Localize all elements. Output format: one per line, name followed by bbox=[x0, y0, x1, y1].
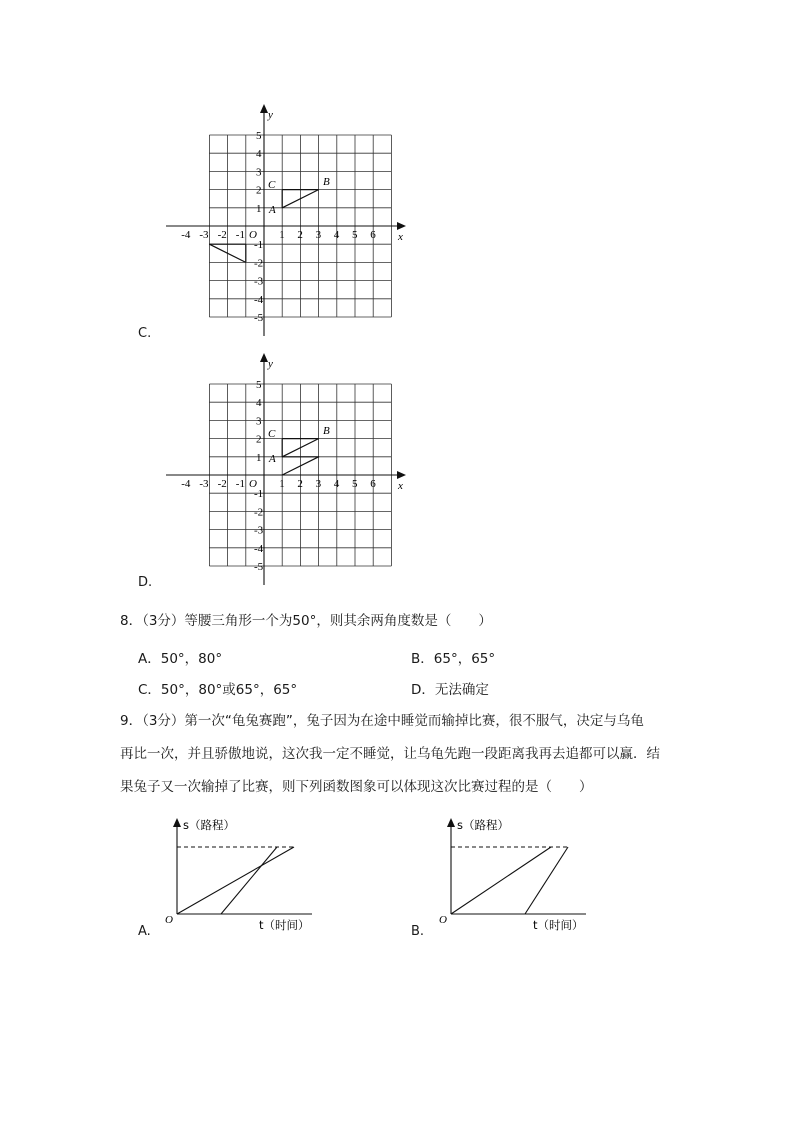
y-tick-label: -3 bbox=[254, 275, 264, 288]
y-axis-label: y bbox=[268, 358, 273, 370]
y-axis-arrow bbox=[260, 104, 268, 113]
point-c-label: C bbox=[268, 179, 276, 191]
point-a-label: A bbox=[269, 204, 276, 216]
y-tick-label: -5 bbox=[254, 312, 264, 324]
question-9-line-3: 果兔子又一次输掉了比赛，则下列函数图象可以体现这次比赛过程的是（ ） bbox=[120, 779, 593, 795]
x-tick-label: 3 bbox=[315, 229, 322, 241]
x-axis-label: x bbox=[398, 231, 403, 243]
y-tick-label: -1 bbox=[254, 488, 264, 501]
y-tick-label: 5 bbox=[256, 379, 262, 391]
question-8-stem: 8．（3分）等腰三角形一个为50°，则其余两角度数是（ ） bbox=[120, 613, 492, 629]
y-tick-label: 3 bbox=[256, 166, 262, 179]
q8-option-d: D．无法确定 bbox=[411, 682, 489, 698]
x-tick-label: 6 bbox=[370, 229, 376, 241]
tortoise-line bbox=[451, 847, 551, 914]
y-tick-label: 2 bbox=[256, 184, 262, 197]
y-tick-label: 5 bbox=[256, 130, 262, 142]
question-9-line-2: 再比一次，并且骄傲地说，这次我一定不睡觉，让乌龟先跑一段距离我再去追都可以赢．结 bbox=[120, 746, 660, 762]
y-tick-label: -4 bbox=[254, 542, 264, 555]
x-tick-label: 1 bbox=[279, 478, 285, 490]
x-tick-label: 2 bbox=[297, 478, 303, 490]
y-tick-label: 4 bbox=[256, 148, 262, 161]
x-tick-label: 4 bbox=[333, 478, 340, 490]
x-tick-label: -2 bbox=[217, 478, 227, 490]
x-tick-label: -2 bbox=[217, 229, 227, 241]
y-tick-label: -3 bbox=[254, 524, 264, 537]
origin-label: O bbox=[249, 478, 257, 490]
y-axis-arrow bbox=[447, 818, 455, 827]
y-tick-label: 3 bbox=[256, 415, 262, 428]
x-tick-label: 6 bbox=[370, 478, 376, 490]
option-d-label: D. bbox=[138, 575, 153, 590]
option-c-label: C. bbox=[138, 326, 152, 341]
graph-option-c bbox=[160, 100, 410, 340]
y-axis-arrow bbox=[260, 353, 268, 362]
y-axis-label: y bbox=[268, 109, 273, 121]
race-option-a-label: A. bbox=[138, 924, 151, 939]
tortoise-line bbox=[177, 847, 294, 914]
x-tick-label: -1 bbox=[235, 229, 245, 241]
origin-label: O bbox=[165, 914, 173, 926]
x-tick-label: -3 bbox=[199, 478, 209, 490]
x-tick-label: -4 bbox=[181, 478, 191, 490]
x-tick-label: 1 bbox=[279, 229, 285, 241]
y-axis-label: s（路程） bbox=[183, 818, 235, 832]
point-b-label: B bbox=[323, 176, 330, 188]
race-option-b-label: B. bbox=[411, 924, 425, 939]
y-tick-label: -5 bbox=[254, 561, 264, 573]
x-tick-label: -4 bbox=[181, 229, 191, 241]
y-tick-label: 4 bbox=[256, 397, 262, 410]
race-graph-option-a bbox=[160, 810, 320, 935]
y-tick-label: -4 bbox=[254, 293, 264, 306]
point-a-label: A bbox=[269, 453, 276, 465]
x-tick-label: 4 bbox=[333, 229, 340, 241]
q8-option-b: B．65°，65° bbox=[411, 651, 496, 667]
x-tick-label: -3 bbox=[199, 229, 209, 241]
x-tick-label: 3 bbox=[315, 478, 322, 490]
q8-option-a: A．50°，80° bbox=[138, 651, 223, 667]
x-axis-label: t（时间） bbox=[533, 918, 584, 932]
origin-label: O bbox=[439, 914, 447, 926]
x-axis-label: x bbox=[398, 480, 403, 492]
q8-option-c: C．50°，80°或65°，65° bbox=[138, 682, 298, 698]
y-axis-arrow bbox=[173, 818, 181, 827]
rabbit-line bbox=[221, 847, 277, 914]
x-axis-arrow bbox=[397, 222, 406, 230]
x-axis-arrow bbox=[397, 471, 406, 479]
y-tick-label: -2 bbox=[254, 257, 264, 270]
x-axis-label: t（时间） bbox=[259, 918, 310, 932]
rabbit-line bbox=[525, 847, 568, 914]
y-tick-label: 1 bbox=[256, 202, 262, 215]
point-c-label: C bbox=[268, 428, 276, 440]
y-tick-label: -1 bbox=[254, 239, 264, 252]
x-tick-label: 2 bbox=[297, 229, 303, 241]
race-graph-option-b bbox=[434, 810, 594, 935]
y-tick-label: -2 bbox=[254, 506, 264, 519]
point-b-label: B bbox=[323, 425, 330, 437]
y-tick-label: 1 bbox=[256, 451, 262, 464]
x-tick-label: 5 bbox=[352, 229, 358, 241]
x-tick-label: -1 bbox=[235, 478, 245, 490]
y-tick-label: 2 bbox=[256, 433, 262, 446]
question-9-line-1: 9．（3分）第一次“龟兔赛跑”，兔子因为在途中睡觉而输掉比赛，很不服气，决定与乌龟 bbox=[120, 713, 644, 729]
y-axis-label: s（路程） bbox=[457, 818, 509, 832]
x-tick-label: 5 bbox=[352, 478, 358, 490]
graph-option-d bbox=[160, 349, 410, 589]
origin-label: O bbox=[249, 229, 257, 241]
